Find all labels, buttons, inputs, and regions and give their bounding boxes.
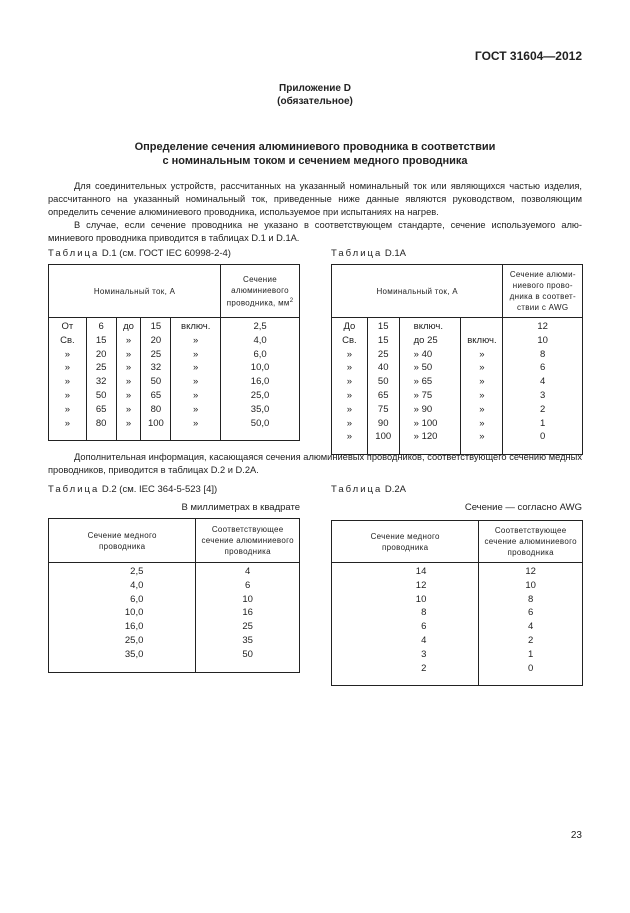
table-d1-cell: » bbox=[171, 389, 221, 403]
table-d1-row bbox=[49, 334, 300, 348]
table-d1a-cell: 2 bbox=[503, 403, 583, 417]
table-d1a-cell: » 75 bbox=[399, 389, 461, 403]
table-d1a-cell bbox=[461, 318, 503, 334]
table-d1-caption-word: Таблица bbox=[48, 248, 100, 259]
table-d2a-cell: 14 bbox=[415, 566, 427, 577]
table-d1-cell: 16,0 bbox=[221, 375, 300, 389]
table-d1-cell: 4,0 bbox=[221, 334, 300, 348]
table-d1a-cell: 3 bbox=[503, 389, 583, 403]
table-d2-cell: 2,5 bbox=[130, 566, 144, 577]
table-d1-cell: 50 bbox=[86, 389, 116, 403]
intro-paragraph-2: В случае, если сечение проводника не указано в соответствующем стандарте, сечение используемого алюминиевого проводника приводится в таблицах D.1 и D.1A. bbox=[48, 220, 582, 243]
table-d1-cell: 65 bbox=[141, 389, 171, 403]
table-d1a-cell: 50 bbox=[367, 375, 399, 389]
table-d1a-cell: 90 bbox=[367, 417, 399, 431]
table-d1a-cell: » bbox=[346, 403, 353, 415]
table-d2a-cell: 12 bbox=[479, 563, 583, 579]
table-d1a-caption-ref: D.1A bbox=[382, 248, 407, 259]
table-d1-header-section bbox=[221, 265, 300, 318]
table-d1a-cell: » bbox=[461, 361, 503, 375]
appendix-subtitle: (обязательное) bbox=[277, 96, 353, 107]
table-d2a-row bbox=[332, 634, 583, 648]
table-d1-cell: 6 bbox=[86, 318, 116, 334]
document-code: ГОСТ 31604—2012 bbox=[474, 49, 582, 63]
table-d1-cell: 100 bbox=[141, 417, 171, 441]
table-d1-cell: 15 bbox=[141, 318, 171, 334]
table-d1a-cell: 8 bbox=[503, 348, 583, 362]
table-d1a-cell: 4 bbox=[503, 375, 583, 389]
table-d1-caption-ref: D.1 (см. ГОСТ IEC 60998-2-4) bbox=[99, 248, 231, 259]
table-d1-cell: От bbox=[61, 321, 74, 332]
table-d2a-cell: 2 bbox=[479, 634, 583, 648]
table-d1-row bbox=[49, 417, 300, 441]
table-d2-cell: 4 bbox=[196, 563, 300, 579]
table-d2-cell: 35 bbox=[196, 634, 300, 648]
table-d2-cell: 6,0 bbox=[130, 593, 144, 605]
table-d2a-row bbox=[332, 662, 583, 686]
table-d1a-caption bbox=[331, 248, 406, 259]
table-d2-cell: 25 bbox=[196, 620, 300, 634]
table-d1-cell: » bbox=[171, 334, 221, 348]
table-d1a-cell: » bbox=[461, 417, 503, 431]
table-d2a-caption-ref: D.2A bbox=[382, 484, 407, 495]
table-d1-cell: » bbox=[64, 403, 71, 415]
table-d2a-row bbox=[332, 620, 583, 634]
table-d2a-cell: 6 bbox=[479, 606, 583, 620]
table-d1a-cell: » 120 bbox=[399, 430, 461, 454]
table-d2a-row bbox=[332, 563, 583, 579]
table-d2-cell: 10,0 bbox=[124, 607, 144, 619]
table-d1-cell: » bbox=[116, 361, 141, 375]
table-d2-cell: 4,0 bbox=[130, 579, 144, 591]
intro-paragraphs bbox=[48, 180, 582, 245]
table-d1a-cell: » bbox=[346, 376, 353, 388]
table-d1-cell: 25 bbox=[86, 361, 116, 375]
table-d1a bbox=[331, 264, 583, 455]
table-d1-header-current: Номинальный ток, А bbox=[49, 265, 221, 318]
table-d1-cell: 50 bbox=[141, 375, 171, 389]
table-d2a-caption-word: Таблица bbox=[331, 484, 383, 495]
table-d1-cell: » bbox=[116, 417, 141, 441]
table-d1a-cell: до 25 bbox=[399, 334, 461, 348]
table-d1-cell: » bbox=[116, 403, 141, 417]
table-d1-cell: 32 bbox=[141, 361, 171, 375]
table-d1a-cell: 25 bbox=[367, 348, 399, 362]
table-d1a-row bbox=[332, 389, 583, 403]
intro-paragraph-1: Для соединительных устройств, рассчитанных на указанный номинальный ток или являющихся частью изделия, рассчитанного на указанный номинальный ток, приведенные ниже данные являются руководством, позволяющим определить сечение алюминиевого проводника, используемое при испытаниях на нагрев. bbox=[48, 181, 582, 217]
table-d1-cell: 32 bbox=[86, 375, 116, 389]
additional-info bbox=[48, 451, 582, 477]
table-d1-cell: 65 bbox=[86, 403, 116, 417]
section-title-line2: с номинальным током и сечением медного проводника bbox=[162, 155, 468, 167]
table-d1a-cell: 0 bbox=[503, 430, 583, 454]
table-d1a-cell: » 90 bbox=[399, 403, 461, 417]
table-d1a-cell: Св. bbox=[342, 334, 357, 346]
table-d2-cell: 50 bbox=[196, 648, 300, 672]
table-d2-row bbox=[49, 634, 300, 648]
table-d1-cell: 20 bbox=[141, 334, 171, 348]
table-d1-cell: » bbox=[171, 417, 221, 441]
additional-info-paragraph: Дополнительная информация, касающаяся сечения алюминиевых проводников, соответствующего сечению медных проводников, приводится в таблицах D.2 и D.2A. bbox=[48, 452, 582, 475]
appendix-title: Приложение D bbox=[279, 83, 351, 94]
table-d2a-cell: 1 bbox=[479, 648, 583, 662]
table-d2a-cell: 10 bbox=[415, 593, 427, 605]
table-d1a-cell: 75 bbox=[367, 403, 399, 417]
table-d2a-cell: 8 bbox=[421, 607, 427, 619]
table-d2a-header-alu: Соответствующее сечение алюминиевого проводника bbox=[479, 521, 583, 563]
table-d1a-cell: » bbox=[461, 348, 503, 362]
table-d1 bbox=[48, 264, 300, 441]
table-d1-cell: Св. bbox=[60, 334, 75, 346]
table-d2a-cell: 12 bbox=[415, 579, 427, 591]
table-d1a-cell: До bbox=[343, 321, 356, 332]
table-d1a-cell: » bbox=[461, 430, 503, 454]
table-d2-cell: 6 bbox=[196, 579, 300, 593]
table-d2a-row bbox=[332, 593, 583, 607]
table-d1-cell: 25,0 bbox=[221, 389, 300, 403]
table-d1a-cell: 15 bbox=[367, 334, 399, 348]
table-d2-row bbox=[49, 620, 300, 634]
table-d1a-cell: » bbox=[346, 362, 353, 374]
table-d1a-cell: » bbox=[346, 431, 353, 443]
table-d1a-cell: » 65 bbox=[399, 375, 461, 389]
table-d1a-cell: » bbox=[461, 389, 503, 403]
table-d1a-cell: » 40 bbox=[399, 348, 461, 362]
table-d1-cell: » bbox=[116, 348, 141, 362]
table-d1a-row bbox=[332, 318, 583, 334]
table-d2-header-copper: Сечение медного проводника bbox=[49, 519, 196, 563]
table-d1a-cell: 10 bbox=[503, 334, 583, 348]
table-d1-cell: 15 bbox=[86, 334, 116, 348]
table-d2a-cell: 10 bbox=[479, 579, 583, 593]
table-d1-cell: » bbox=[64, 362, 71, 374]
table-d1-row bbox=[49, 375, 300, 389]
table-d2-row bbox=[49, 593, 300, 607]
table-d1-cell: » bbox=[116, 389, 141, 403]
table-d1-cell: 50,0 bbox=[221, 417, 300, 441]
table-d1-row bbox=[49, 361, 300, 375]
table-d1a-row bbox=[332, 361, 583, 375]
table-d1a-header-current: Номинальный ток, А bbox=[332, 265, 503, 318]
table-d1-caption bbox=[48, 248, 231, 259]
table-d1a-cell: » 100 bbox=[399, 417, 461, 431]
table-d1-row bbox=[49, 403, 300, 417]
table-d1a-cell: 65 bbox=[367, 389, 399, 403]
table-d1a-cell: » 50 bbox=[399, 361, 461, 375]
table-d1a-cell: » bbox=[461, 403, 503, 417]
table-d2-row bbox=[49, 579, 300, 593]
table-d2a-cell: 8 bbox=[479, 593, 583, 607]
table-d2-caption bbox=[48, 484, 217, 495]
table-d1a-row bbox=[332, 403, 583, 417]
table-d1a-cell: 100 bbox=[367, 430, 399, 454]
table-d1a-cell: 15 bbox=[367, 318, 399, 334]
table-d2a-cell: 2 bbox=[421, 662, 427, 674]
table-d2-cell: 16 bbox=[196, 606, 300, 620]
table-d1-cell: » bbox=[171, 361, 221, 375]
table-d1a-cell: 40 bbox=[367, 361, 399, 375]
table-d2-cell: 35,0 bbox=[124, 648, 144, 660]
table-d1-cell: 2,5 bbox=[221, 318, 300, 334]
table-d1a-cell: » bbox=[461, 375, 503, 389]
table-d2a-units: Сечение — согласно AWG bbox=[464, 502, 582, 513]
table-d1-row bbox=[49, 348, 300, 362]
table-d1-cell: » bbox=[116, 375, 141, 389]
table-d1-row bbox=[49, 389, 300, 403]
table-d1-cell: 6,0 bbox=[221, 348, 300, 362]
table-d1-row bbox=[49, 318, 300, 334]
section-title bbox=[0, 140, 630, 168]
table-d1-cell: 25 bbox=[141, 348, 171, 362]
section-title-line1: Определение сечения алюминиевого проводника в соответствии bbox=[134, 141, 496, 153]
table-d2-row bbox=[49, 606, 300, 620]
table-d1a-cell: 12 bbox=[503, 318, 583, 334]
table-d2-header-alu: Соответствующее сечение алюминиевого проводника bbox=[196, 519, 300, 563]
table-d1-cell: » bbox=[171, 375, 221, 389]
table-d2-cell: 10 bbox=[196, 593, 300, 607]
table-d2a-cell: 0 bbox=[479, 662, 583, 686]
table-d1a-cell: 6 bbox=[503, 361, 583, 375]
table-d1-cell: 20 bbox=[86, 348, 116, 362]
table-d2a-row bbox=[332, 648, 583, 662]
table-d1-cell: 80 bbox=[86, 417, 116, 441]
table-d1a-row bbox=[332, 375, 583, 389]
table-d2-units: В миллиметрах в квадрате bbox=[181, 502, 300, 513]
table-d2a-cell: 4 bbox=[421, 634, 427, 646]
table-d1a-cell: » bbox=[346, 389, 353, 401]
table-d2-cell: 25,0 bbox=[124, 634, 144, 646]
table-d1-cell: » bbox=[64, 389, 71, 401]
table-d1-cell: » bbox=[64, 417, 71, 429]
table-d2-caption-word: Таблица bbox=[48, 484, 100, 495]
table-d2a-cell: 4 bbox=[479, 620, 583, 634]
table-d1a-header-section: Сечение алюминиевого проводника в соответствии с AWG bbox=[503, 265, 583, 318]
table-d1a-cell: » bbox=[346, 417, 353, 429]
table-d1-cell: » bbox=[116, 334, 141, 348]
table-d2-row bbox=[49, 563, 300, 579]
table-d1-header-section-text: Сечение алюминиевого проводника, мм bbox=[226, 274, 290, 308]
table-d1a-caption-word: Таблица bbox=[331, 248, 383, 259]
table-d1a-cell: включ. bbox=[399, 318, 461, 334]
table-d1-cell: 80 bbox=[141, 403, 171, 417]
table-d1-cell: 10,0 bbox=[221, 361, 300, 375]
table-d2-row bbox=[49, 648, 300, 672]
table-d2a-header-copper: Сечение медного проводника bbox=[332, 521, 479, 563]
table-d1-header-sup: 2 bbox=[289, 297, 294, 304]
table-d2a bbox=[331, 520, 583, 686]
table-d1a-cell: включ. bbox=[461, 334, 503, 348]
table-d2a-cell: 6 bbox=[421, 621, 427, 633]
table-d2a-row bbox=[332, 579, 583, 593]
table-d1-cell: до bbox=[116, 318, 141, 334]
table-d2a-caption bbox=[331, 484, 406, 495]
table-d1a-cell: 1 bbox=[503, 417, 583, 431]
table-d2-caption-ref: D.2 (см. IEC 364-5-523 [4]) bbox=[99, 484, 218, 495]
appendix-heading bbox=[0, 82, 630, 108]
table-d1-cell: » bbox=[64, 376, 71, 388]
table-d1-cell: включ. bbox=[171, 318, 221, 334]
table-d1a-cell: » bbox=[346, 348, 353, 360]
table-d1a-row bbox=[332, 348, 583, 362]
table-d2a-cell: 3 bbox=[421, 648, 427, 660]
table-d1-cell: » bbox=[64, 348, 71, 360]
table-d1-cell: » bbox=[171, 403, 221, 417]
table-d2-cell: 16,0 bbox=[124, 621, 144, 633]
table-d2 bbox=[48, 518, 300, 673]
table-d1a-row bbox=[332, 334, 583, 348]
table-d1a-row bbox=[332, 417, 583, 431]
table-d2a-row bbox=[332, 606, 583, 620]
table-d1-cell: 35,0 bbox=[221, 403, 300, 417]
page-number: 23 bbox=[570, 830, 582, 841]
table-d1-cell: » bbox=[171, 348, 221, 362]
